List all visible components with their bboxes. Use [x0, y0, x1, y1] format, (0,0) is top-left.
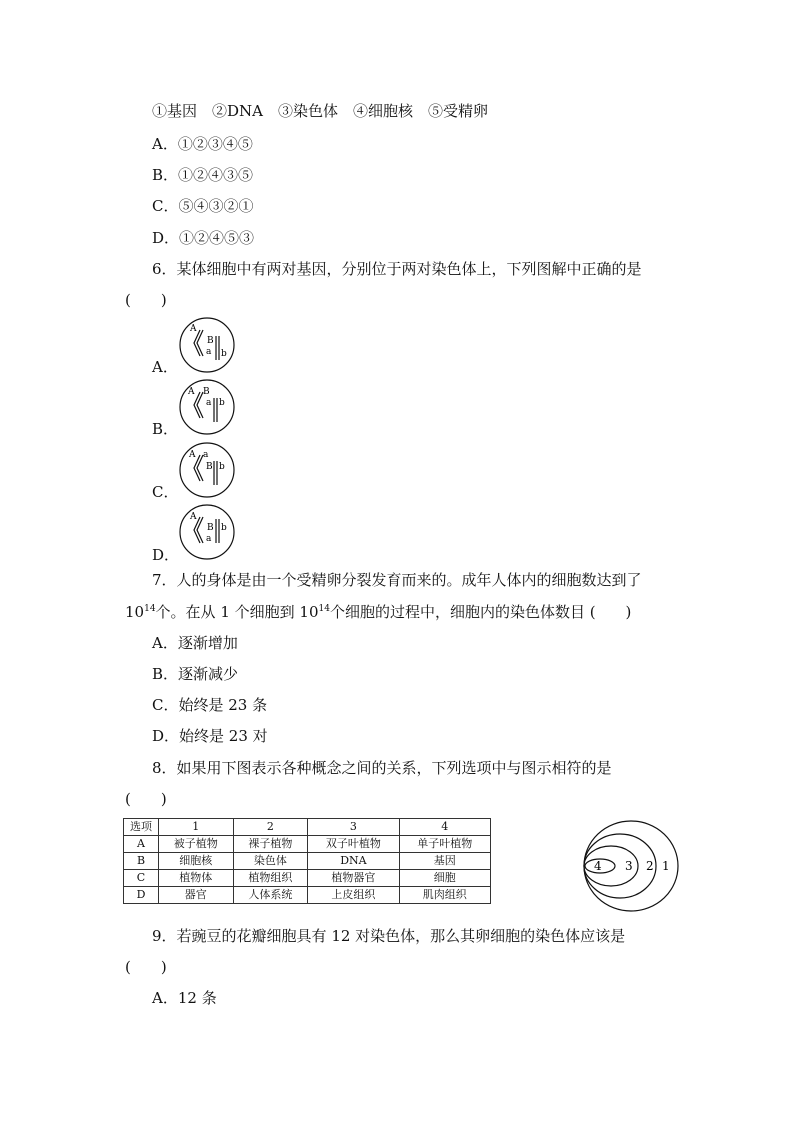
gene-label: B — [206, 462, 213, 472]
table-cell: 人体系统 — [233, 887, 308, 904]
q6-paren: ( ) — [125, 291, 167, 309]
gene-label: A — [188, 387, 195, 397]
q9-paren: ( ) — [125, 958, 167, 976]
table-cell: B — [124, 853, 159, 870]
table-cell: A — [124, 836, 159, 853]
gene-label: B — [203, 387, 210, 397]
q9-option-a: A．12 条 — [152, 989, 217, 1007]
q6-option-d-label: D． — [152, 546, 180, 564]
gene-label: A — [190, 512, 197, 522]
table-cell: 细胞核 — [159, 853, 234, 870]
q6-option-a-label: A． — [152, 358, 178, 376]
table-cell: 基因 — [399, 853, 490, 870]
q8-paren: ( ) — [125, 790, 167, 808]
table-header-cell: 2 — [233, 819, 308, 836]
q7-option-a: A．逐渐增加 — [152, 634, 238, 652]
q7-option-c: C．始终是 23 条 — [152, 696, 268, 714]
gene-label: b — [221, 349, 227, 359]
q8-options-table — [123, 818, 491, 904]
table-cell: 植物组织 — [233, 870, 308, 887]
venn-label-3: 3 — [625, 859, 633, 873]
q6-option-b-label: B． — [152, 420, 179, 438]
table-row — [124, 853, 491, 870]
venn-label-4: 4 — [594, 859, 602, 873]
table-cell: 双子叶植物 — [308, 836, 399, 853]
table-header-cell: 4 — [399, 819, 490, 836]
q7-option-d: D．始终是 23 对 — [152, 727, 268, 745]
gene-label: A — [189, 450, 196, 460]
q6-option-c-label: C． — [152, 483, 179, 501]
table-header-cell: 选项 — [124, 819, 159, 836]
gene-label: a — [206, 347, 212, 357]
q6-stem: 6．某体细胞中有两对基因，分别位于两对染色体上，下列图解中正确的是 — [152, 260, 642, 278]
table-row — [124, 870, 491, 887]
q7-stem-line1: 7．人的身体是由一个受精卵分裂发育而来的。成年人体内的细胞数达到了 — [152, 571, 642, 589]
q5-option-a: A．①②③④⑤ — [152, 135, 253, 153]
table-header-cell: 3 — [308, 819, 399, 836]
q6-option-a-diagram — [178, 316, 238, 376]
table-cell: DNA — [308, 853, 399, 870]
q8-stem: 8．如果用下图表示各种概念之间的关系，下列选项中与图示相符的是 — [152, 759, 612, 777]
table-cell: 器官 — [159, 887, 234, 904]
gene-label: a — [206, 398, 212, 408]
table-row — [124, 836, 491, 853]
table-cell: 裸子植物 — [233, 836, 308, 853]
table-cell: C — [124, 870, 159, 887]
table-header-row — [124, 819, 491, 836]
q5-items-line: ①基因 ②DNA ③染色体 ④细胞核 ⑤受精卵 — [152, 102, 488, 120]
table-cell: 单子叶植物 — [399, 836, 490, 853]
gene-label: b — [219, 398, 225, 408]
table-cell: D — [124, 887, 159, 904]
table-cell: 植物器官 — [308, 870, 399, 887]
table-cell: 细胞 — [399, 870, 490, 887]
table-cell: 植物体 — [159, 870, 234, 887]
gene-label: B — [207, 336, 214, 346]
q6-option-d-diagram — [178, 503, 238, 563]
q7-option-b: B．逐渐减少 — [152, 665, 239, 683]
venn-label-2: 2 — [646, 859, 654, 873]
table-cell: 染色体 — [233, 853, 308, 870]
q5-option-c: C．⑤④③②① — [152, 197, 254, 215]
venn-label-1: 1 — [662, 859, 670, 873]
table-cell: 上皮组织 — [308, 887, 399, 904]
table-row — [124, 887, 491, 904]
gene-label: B — [207, 523, 214, 533]
gene-label: A — [190, 324, 197, 334]
q7-stem-line2: $10^{14}$个。在从 1 个细胞到 $10^{14}$个细胞的过程中，细胞内的染色体数目 ( ) — [125, 603, 632, 621]
table-header-cell: 1 — [159, 819, 234, 836]
q8-nested-circles-diagram — [578, 818, 688, 918]
table-cell: 被子植物 — [159, 836, 234, 853]
gene-label: a — [206, 534, 212, 544]
gene-label: b — [221, 523, 227, 533]
gene-label: a — [203, 450, 209, 460]
q9-stem: 9．若豌豆的花瓣细胞具有 12 对染色体，那么其卵细胞的染色体应该是 — [152, 927, 626, 945]
q5-option-b: B．①②④③⑤ — [152, 166, 254, 184]
gene-label: b — [219, 462, 225, 472]
table-cell: 肌肉组织 — [399, 887, 490, 904]
q6-option-b-diagram — [178, 378, 238, 438]
q6-option-c-diagram — [178, 441, 238, 501]
q5-option-d: D．①②④⑤③ — [152, 229, 255, 247]
